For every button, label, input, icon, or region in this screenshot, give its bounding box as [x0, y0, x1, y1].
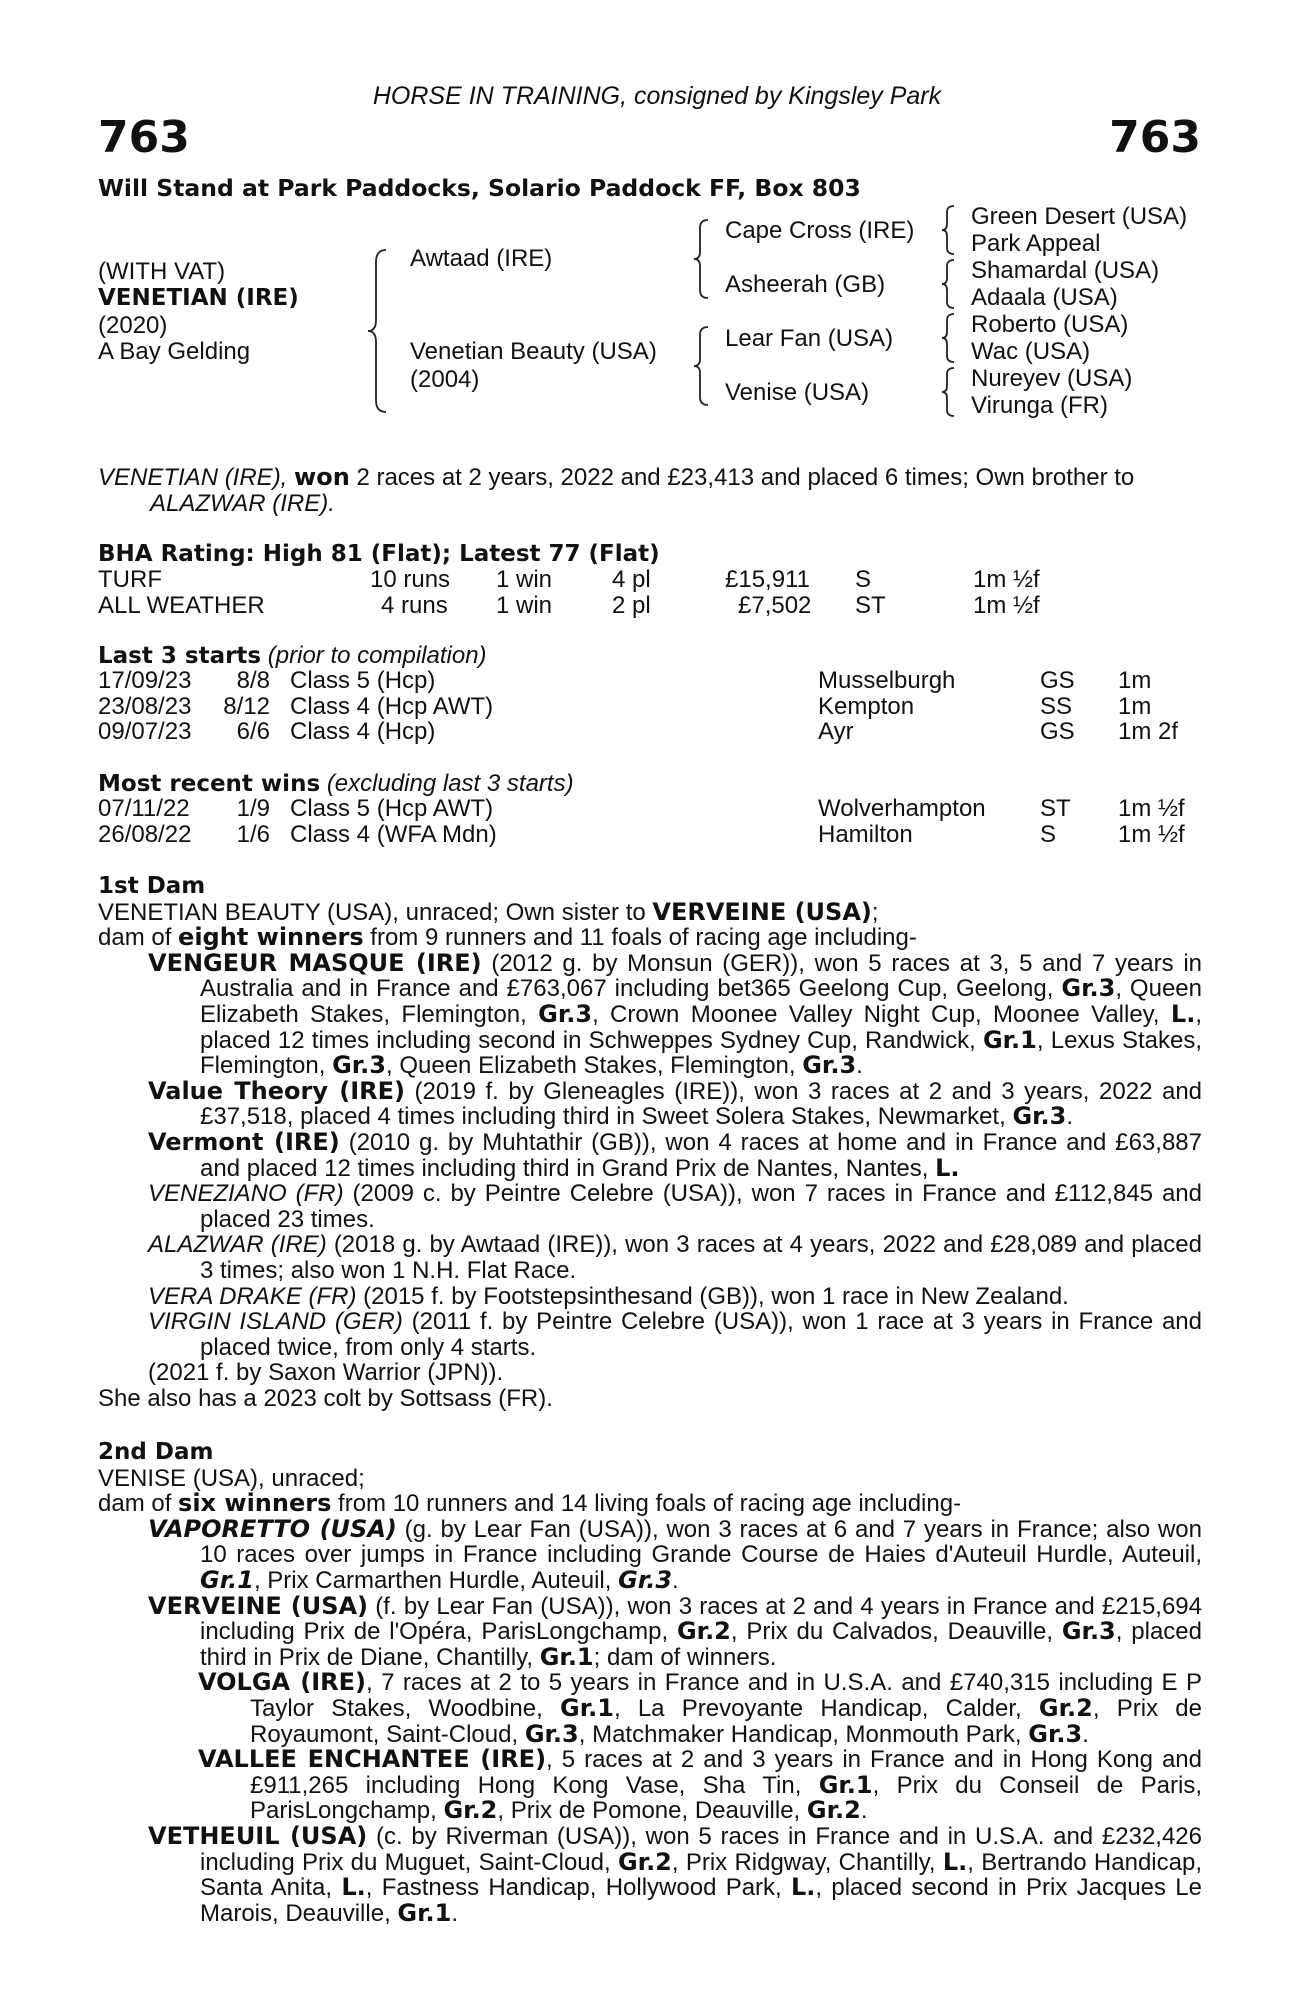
race-dist: 1m 2f: [1118, 718, 1179, 746]
race-dist: 1m: [1118, 667, 1152, 694]
race-dist: 1m ½f: [1118, 795, 1185, 822]
race-pos: 1/9: [236, 795, 270, 822]
race-pos: 8/8: [236, 667, 270, 694]
race-date: 23/08/23: [98, 692, 192, 720]
race-going: GS: [1040, 718, 1075, 746]
pedigree-dam: Venetian Beauty (USA): [410, 338, 657, 365]
race-dist: 1m: [1118, 692, 1152, 720]
pedigree-brace-g2: [940, 258, 958, 310]
race-race: Class 4 (Hcp AWT): [290, 692, 494, 720]
recent-wins-heading: [98, 771, 574, 798]
grand-progeny-entry: VALLEE ENCHANTEE (IRE), 5 races at 2 and 3 years in France and in Hong Kong and £911,265 including Hong Kong Vase, Sha Tin, Gr.1, Prix du Conseil de Paris, ParisLongchamp, Gr.2, Prix de Pomone, Deauville, Gr.2.: [198, 1745, 1202, 1825]
progeny-entry: VIRGIN ISLAND (GER) (2011 f. by Peintre Celebre (USA)), won 1 race at 3 years in France and placed twice, from only 4 starts.: [148, 1308, 1203, 1361]
horse-summary: [98, 465, 1202, 516]
race-course: Ayr: [818, 718, 854, 746]
bha-placed: 2 pl: [612, 592, 651, 619]
first-dam-section: [98, 874, 1202, 1411]
progeny-entry: VENGEUR MASQUE (IRE) (2012 g. by Monsun (GER)), won 5 races at 3, 5 and 7 years in Australia and in France and £763,067 including bet365 Geelong Cup, Geelong, Gr.3, Queen Elizabeth Stakes, Flemington, Gr.3, Crown Moonee Valley Night Cup, Moonee Valley, L., placed 12 times including second in Schweppes Sydney Cup, Randwick, Gr.1, Lexus Stakes, Flemington, Gr.3, Queen Elizabeth Stakes, Flemington, Gr.3.: [148, 948, 1203, 1080]
first-dam-title: 1st Dam: [98, 873, 206, 899]
pedigree-brace-g1: [940, 204, 958, 256]
recent-wins-note: (excluding last 3 starts): [326, 770, 574, 797]
first-dam-closing: She also has a 2023 colt by Sottsass (FR).: [98, 1384, 553, 1412]
progeny-entry: VERVEINE (USA) (f. by Lear Fan (USA)), won 3 races at 2 and 4 years in France and £215,694 including Prix de l'Opéra, ParisLongchamp, Gr.2, Prix du Calvados, Deauville, Gr.3, placed third in Prix de Diane, Chantilly, Gr.1; dam of winners.: [148, 1591, 1203, 1671]
second-dam-intro: VENISE (USA), unraced;: [98, 1464, 365, 1492]
bha-runs: 4 runs: [381, 592, 448, 619]
lot-number-right: 763: [1109, 112, 1201, 163]
second-dam-title: 2nd Dam: [98, 1439, 214, 1465]
last-starts-title: Last 3 starts: [98, 643, 262, 669]
race-race: Class 5 (Hcp AWT): [290, 795, 494, 822]
pedigree-brace-g3: [940, 312, 958, 364]
race-course: Musselburgh: [818, 667, 956, 694]
race-pos: 1/6: [236, 820, 270, 848]
progeny-entry: VERA DRAKE (FR) (2015 f. by Footstepsinthesand (GB)), won 1 race in New Zealand.: [148, 1282, 1069, 1310]
bha-runs: 10 runs: [370, 566, 451, 593]
race-pos: 8/12: [223, 692, 270, 720]
bha-prize: £15,911: [725, 566, 810, 593]
pedigree-g1: Green Desert (USA): [971, 203, 1188, 230]
race-dist: 1m ½f: [1118, 820, 1185, 848]
bha-wins: 1 win: [496, 566, 553, 593]
pedigree-dam-sire: Lear Fan (USA): [725, 325, 894, 352]
first-dam-intro: VENETIAN BEAUTY (USA), unraced; Own sister to VERVEINE (USA);: [98, 897, 879, 926]
bha-prize: £7,502: [738, 592, 812, 619]
bha-surface: TURF: [98, 566, 162, 593]
recent-wins-title: Most recent wins: [98, 771, 321, 797]
summary-brother: ALAZWAR (IRE).: [150, 489, 335, 517]
race-pos: 6/6: [236, 718, 270, 746]
pedigree-brace-main: [366, 248, 390, 414]
race-going: GS: [1040, 667, 1075, 694]
race-date: 07/11/22: [98, 795, 190, 822]
race-going: SS: [1040, 692, 1073, 720]
pedigree-g8: Virunga (FR): [971, 392, 1108, 419]
progeny-entry: Value Theory (IRE) (2019 f. by Gleneagles (IRE)), won 3 races at 2 and 3 years, 2022 and £37,518, placed 4 times including third in Sweet Solera Stakes, Newmarket, Gr.3.: [148, 1076, 1203, 1131]
pedigree-g6: Wac (USA): [971, 338, 1091, 365]
race-race: Class 4 (WFA Mdn): [290, 820, 497, 848]
horse-description: A Bay Gelding: [98, 338, 251, 365]
race-race: Class 5 (Hcp): [290, 667, 436, 694]
pedigree-sire: Awtaad (IRE): [410, 245, 553, 272]
first-dam-progeny-summary: dam of eight winners from 9 runners and 11 foals of racing age including-: [98, 923, 917, 952]
pedigree-g3: Shamardal (USA): [971, 257, 1160, 284]
progeny-entry: VAPORETTO (USA) (g. by Lear Fan (USA)), won 3 races at 6 and 7 years in France; also won 10 races over jumps in France including Grande Course de Haies d'Auteuil Hurdle, Auteuil, Gr.1, Prix Carmarthen Hurdle, Auteuil, Gr.3.: [148, 1514, 1202, 1594]
pedigree-dam-dam: Venise (USA): [725, 379, 870, 406]
race-going: ST: [1040, 795, 1071, 822]
pedigree-brace-sire: [692, 218, 712, 300]
summary-text: 2 races at 2 years, 2022 and £23,413 and placed 6 times; Own brother to: [349, 464, 1135, 491]
progeny-entry: VENEZIANO (FR) (2009 c. by Peintre Celebre (USA)), won 7 races in France and £112,845 and placed 23 times.: [148, 1180, 1202, 1233]
horse-year: (2020): [98, 312, 168, 339]
progeny-entry: (2021 f. by Saxon Warrior (JPN)).: [148, 1359, 504, 1387]
race-date: 26/08/22: [98, 820, 192, 848]
bha-distance: 1m ½f: [973, 592, 1040, 619]
consignment-line: HORSE IN TRAINING, consigned by Kingsley Park: [372, 82, 942, 110]
pedigree-brace-dam: [692, 325, 712, 407]
last-starts-heading: [98, 643, 487, 670]
progeny-entry: VETHEUIL (USA) (c. by Riverman (USA)), won 5 races in France and in U.S.A. and £232,426 including Prix du Muguet, Saint-Cloud, Gr.2, Prix Ridgway, Chantilly, L., Bertrando Handicap, Santa Anita, L., Fastness Handicap, Hollywood Park, L., placed second in Prix Jacques Le Marois, Deauville, Gr.1.: [148, 1821, 1202, 1927]
pedigree-sire-sire: Cape Cross (IRE): [725, 217, 915, 244]
summary-name: VENETIAN (IRE),: [98, 464, 288, 491]
race-date: 09/07/23: [98, 718, 192, 746]
second-dam-section: [98, 1440, 1202, 1926]
race-course: Kempton: [818, 692, 915, 720]
second-dam-progeny-summary: dam of six winners from 10 runners and 14 living foals of racing age including-: [98, 1489, 962, 1518]
bha-surface: ALL WEATHER: [98, 592, 265, 619]
bha-rating-title: BHA Rating: High 81 (Flat); Latest 77 (Flat): [98, 541, 660, 567]
pedigree-dam-year: (2004): [410, 366, 480, 393]
race-going: S: [1040, 820, 1057, 848]
summary-won: won: [294, 463, 350, 491]
bha-going: ST: [855, 592, 886, 619]
pedigree-g5: Roberto (USA): [971, 311, 1129, 338]
pedigree-g7: Nureyev (USA): [971, 365, 1133, 392]
bha-distance: 1m ½f: [973, 566, 1040, 593]
race-date: 17/09/23: [98, 667, 192, 694]
lot-number-left: 763: [98, 112, 190, 163]
progeny-entry: ALAZWAR (IRE) (2018 g. by Awtaad (IRE)), won 3 races at 4 years, 2022 and £28,089 and placed 3 times; also won 1 N.H. Flat Race.: [148, 1231, 1202, 1284]
horse-name: VENETIAN (IRE): [98, 285, 299, 311]
race-course: Hamilton: [818, 820, 913, 848]
pedigree-g4: Adaala (USA): [971, 284, 1118, 311]
bha-going: S: [855, 566, 872, 593]
bha-placed: 4 pl: [612, 566, 651, 593]
vat-label: (WITH VAT): [98, 258, 226, 285]
pedigree-brace-g4: [940, 366, 958, 418]
grand-progeny-entry: VOLGA (IRE), 7 races at 2 to 5 years in France and in U.S.A. and £740,315 including E P Taylor Stakes, Woodbine, Gr.1, La Prevoyante Handicap, Calder, Gr.2, Prix de Royaumont, Saint-Cloud, Gr.3, Matchmaker Handicap, Monmouth Park, Gr.3.: [198, 1668, 1202, 1748]
bha-wins: 1 win: [496, 592, 553, 619]
pedigree-sire-dam: Asheerah (GB): [725, 271, 886, 298]
stand-location: Will Stand at Park Paddocks, Solario Paddock FF, Box 803: [98, 174, 861, 202]
last-starts-note: (prior to compilation): [267, 642, 487, 669]
pedigree-g2: Park Appeal: [971, 230, 1101, 257]
progeny-entry: Vermont (IRE) (2010 g. by Muhtathir (GB)), won 4 races at home and in France and £63,887 and placed 12 times including third in Grand Prix de Nantes, Nantes, L.: [148, 1127, 1202, 1182]
race-course: Wolverhampton: [818, 795, 986, 822]
race-race: Class 4 (Hcp): [290, 718, 436, 746]
